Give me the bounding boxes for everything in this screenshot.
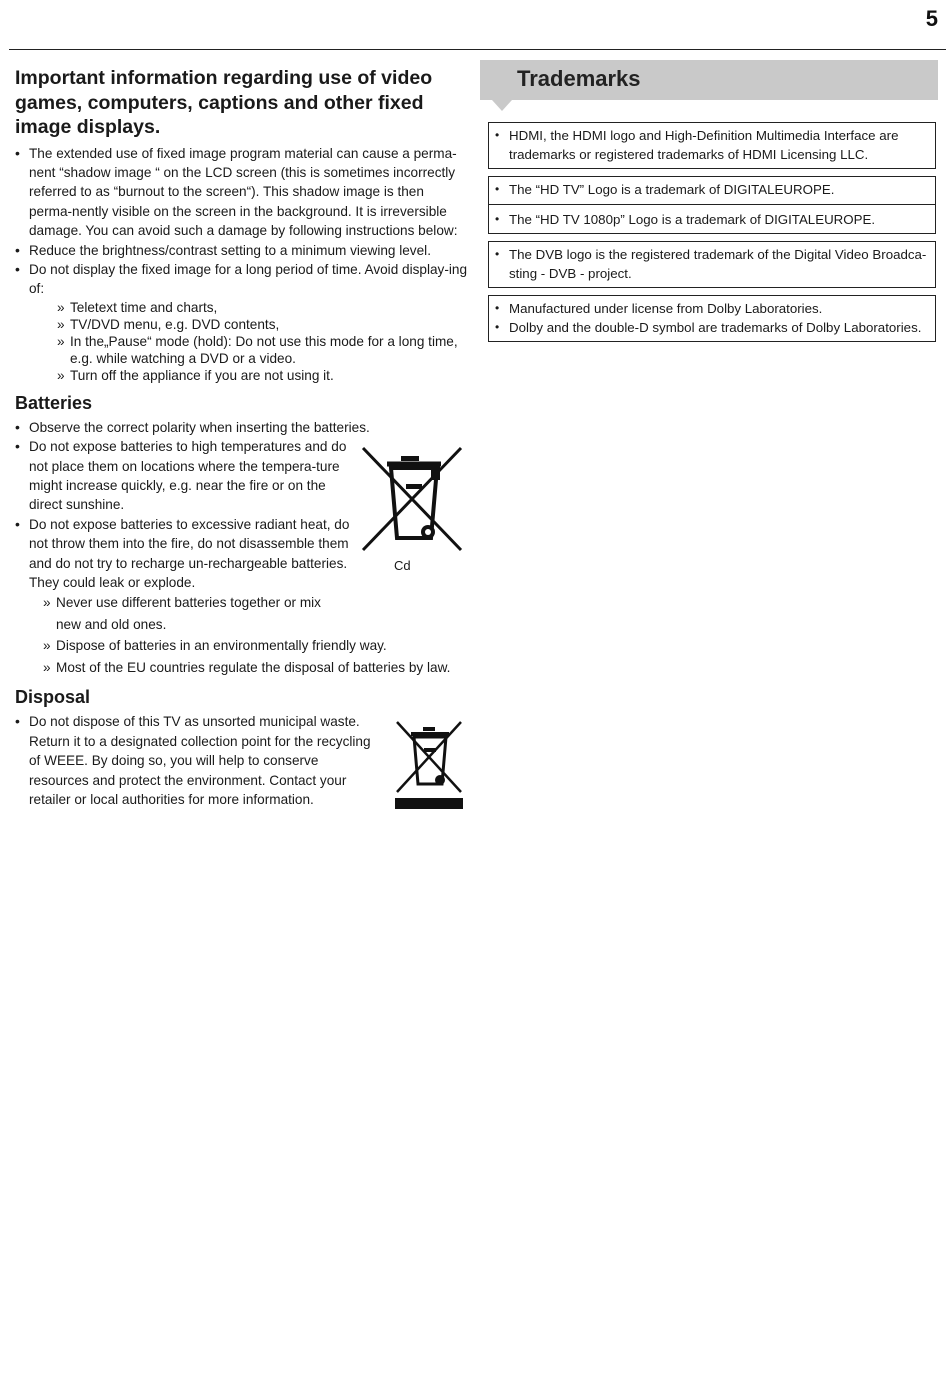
trademark-box-hdmi [488, 122, 936, 169]
sub-list-item: » Turn off the appliance if you are not using it. [57, 367, 468, 384]
disposal-section [15, 712, 468, 809]
sub-list-item: » Most of the EU countries regulate the disposal of batteries by law. [43, 657, 468, 679]
sub-list-item: » Teletext time and charts, [57, 299, 468, 316]
trademark-box-hdtv [488, 176, 936, 204]
batteries-heading: Batteries [15, 392, 93, 413]
sub-list-item: » Never use different batteries together or mix new and old ones. [43, 592, 340, 635]
trademarks-column [480, 60, 938, 342]
list-item: • Do not expose batteries to excessive radiant heat, do not throw them into the fire, do not disassemble them and do not try to recharge un-rechargeable batteries. They could leak or explode. [15, 515, 355, 593]
fixed-image-sub-list [29, 299, 468, 384]
weee-bin-icon [395, 718, 465, 814]
list-item: • Do not expose batteries to high temperatures and do not place them on locations where the tempera-ture might increase quickly, e.g. near the fire or on the direct sunshine. [15, 437, 355, 515]
disposal-heading: Disposal [15, 687, 91, 708]
trademark-box-dolby [488, 295, 936, 342]
fixed-image-bullets [15, 144, 468, 384]
batteries-sub-list [15, 592, 468, 678]
cd-label: Cd [394, 557, 411, 573]
crossed-out-wheelie-bin-icon [361, 446, 465, 578]
sub-list-item: » In the„Pause“ mode (hold): Do not use this mode for a long time, e.g. while watching a DVD or a video. [57, 333, 468, 367]
list-item: • Reduce the brightness/contrast setting to a minimum viewing level. [15, 241, 468, 260]
header-notch [492, 100, 512, 111]
trademarks-header [480, 60, 938, 100]
trademark-item: • The “HD TV” Logo is a trademark of DIGITALEUROPE. [495, 180, 929, 199]
trademark-item: • The “HD TV 1080p” Logo is a trademark of DIGITALEUROPE. [495, 210, 929, 229]
trademark-box-dvb [488, 241, 936, 288]
list-item: • The extended use of fixed image program material can cause a perma-nent “shadow image “ on the LCD screen (this is sometimes incorrectly referred to as “burnout to the screen“). This shadow image is then perma-nently visible on the screen in the background. It is irreversible damage. You can avoid such a damage by following instructions below: [15, 144, 468, 241]
trademark-item: • Dolby and the double-D symbol are trademarks of Dolby Laboratories. [495, 318, 929, 337]
left-column [15, 66, 468, 809]
sub-list-item: » TV/DVD menu, e.g. DVD contents, [57, 316, 468, 333]
trademark-item: • The DVB logo is the registered trademark of the Digital Video Broadca-sting - DVB - project. [495, 245, 929, 283]
trademark-box-hdtv-1080p [488, 204, 936, 234]
list-item: • Do not dispose of this TV as unsorted municipal waste. Return it to a designated collection point for the recycling of WEEE. By doing so, you will help to conserve resources and protect the environment. Contact your retailer or local authorities for more information. [15, 712, 381, 809]
page-number: 5 [925, 6, 938, 31]
list-item: • Observe the correct polarity when inserting the batteries. [15, 418, 468, 437]
header-rule [9, 49, 946, 50]
fixed-image-heading: Important information regarding use of video games, computers, captions and other fixed image displays. [15, 67, 433, 138]
list-item-text: Do not display the fixed image for a long period of time. Avoid display-ing of: [29, 261, 468, 297]
trademark-item: • HDMI, the HDMI logo and High-Definition Multimedia Interface are trademarks or registered trademarks of HDMI Licensing LLC. [495, 126, 929, 164]
batteries-section [15, 418, 468, 679]
list-item [15, 260, 468, 384]
trademarks-title: Trademarks [517, 66, 641, 91]
sub-list-item: » Dispose of batteries in an environmentally friendly way. [43, 635, 468, 657]
trademark-item: • Manufactured under license from Dolby Laboratories. [495, 299, 929, 318]
